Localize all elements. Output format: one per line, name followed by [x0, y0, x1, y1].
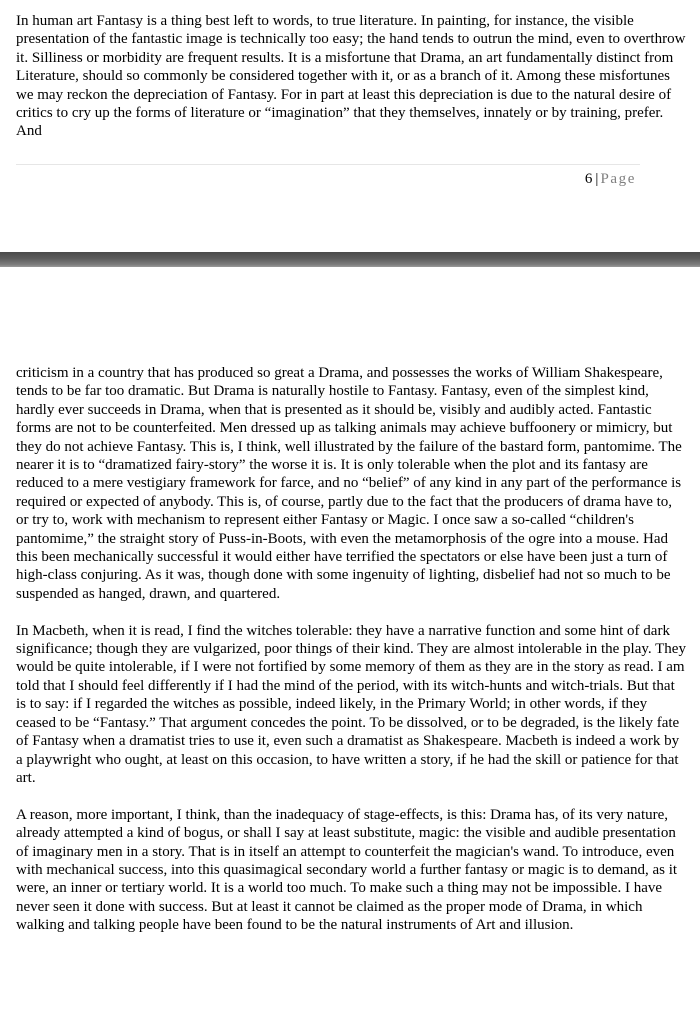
document-page-bottom [0, 267, 700, 1023]
body-paragraph-1: criticism in a country that has produced so great a Drama, and possesses the works of William Shakespeare, tends to be far too dramatic. But Drama is naturally hostile to Fantasy. Fantasy, even of the simplest kind, hardly ever succeeds in Drama, when that is presented as it should be, visibly and audibly acted. Fantastic forms are not to be counterfeited. Men dressed up as talking animals may achieve buffoonery or mimicry, but they do not achieve Fantasy. This is, I think, well illustrated by the failure of the bastard form, pantomime. The nearer it is to “dramatized fairy-story” the worse it is. It is only tolerable when the plot and its fantasy are reduced to a mere vestigiary framework for farce, and no “belief” of any kind in any part of the performance is required or expected of anybody. This is, of course, partly due to the fact that the producers of drama have to, or try to, work with mechanism to represent either Fantasy or Magic. I once saw a so-called “children's pantomime,” the straight story of Puss-in-Boots, with even the metamorphosis of the ogre into a mouse. Had this been mechanically successful it would either have terrified the spectators or else have been just a turn of high-class conjuring. As it was, though done with some ingenuity of lighting, disbelief had not so much to be suspended as hanged, drawn, and quartered. [16, 365, 682, 602]
page-footer [585, 170, 636, 188]
page-footer-label: Page [600, 171, 636, 187]
footer-divider [16, 164, 640, 165]
page-number: 6 [584, 171, 593, 187]
page-top-paragraph: In human art Fantasy is a thing best left to words, to true literature. In painting, for instance, the visible presentation of the fantastic image is technically too easy; the hand tends to outrun the mind, even to overthrow it. Silliness or morbidity are frequent results. It is a misfortune that Drama, an art fundamentally distinct from Literature, should so commonly be considered together with it, or as a branch of it. Among these misfortunes we may reckon the depreciation of Fantasy. For in part at least this depreciation is due to the natural desire of critics to cry up the forms of literature or “imagination” that they themselves, innately or by training, prefer. And [16, 13, 686, 140]
page-footer-separator: | [595, 171, 599, 187]
page-bottom-body [16, 364, 686, 935]
page-break-gap [0, 252, 700, 267]
body-paragraph-2: In Macbeth, when it is read, I find the witches tolerable: they have a narrative function and some hint of dark significance; though they are vulgarized, poor things of their kind. They are almost intolerable in the play. They would be quite intolerable, if I were not fortified by some memory of them as they are in the story as read. I am told that I should feel differently if I had the mind of the period, with its witch-hunts and witch-trials. But that is to say: if I regarded the witches as possible, indeed likely, in the Primary World; in other words, if they ceased to be “Fantasy.” That argument concedes the point. To be dissolved, or to be degraded, is the likely fate of Fantasy when a dramatist tries to use it, even such a dramatist as Shakespeare. Macbeth is indeed a work by a playwright who ought, at least on this occasion, to have written a story, if he had the skill or patience for that art. [16, 622, 686, 786]
document-page-top [0, 0, 700, 252]
body-paragraph-3: A reason, more important, I think, than the inadequacy of stage-effects, is this: Drama has, of its very nature, already attempted a kind of bogus, or shall I say at least substitute, magic: the visible and audible presentation of imaginary men in a story. That is in itself an attempt to counterfeit the magician's wand. To introduce, even with mechanical success, into this quasimagical secondary world a further fantasy or magic is to demand, as it were, an inner or tertiary world. It is a world too much. To make such a thing may not be impossible. I have never seen it done with success. But at least it cannot be claimed as the proper mode of Drama, in which walking and talking people have been found to be the natural instruments of Art and illusion. [16, 806, 678, 934]
